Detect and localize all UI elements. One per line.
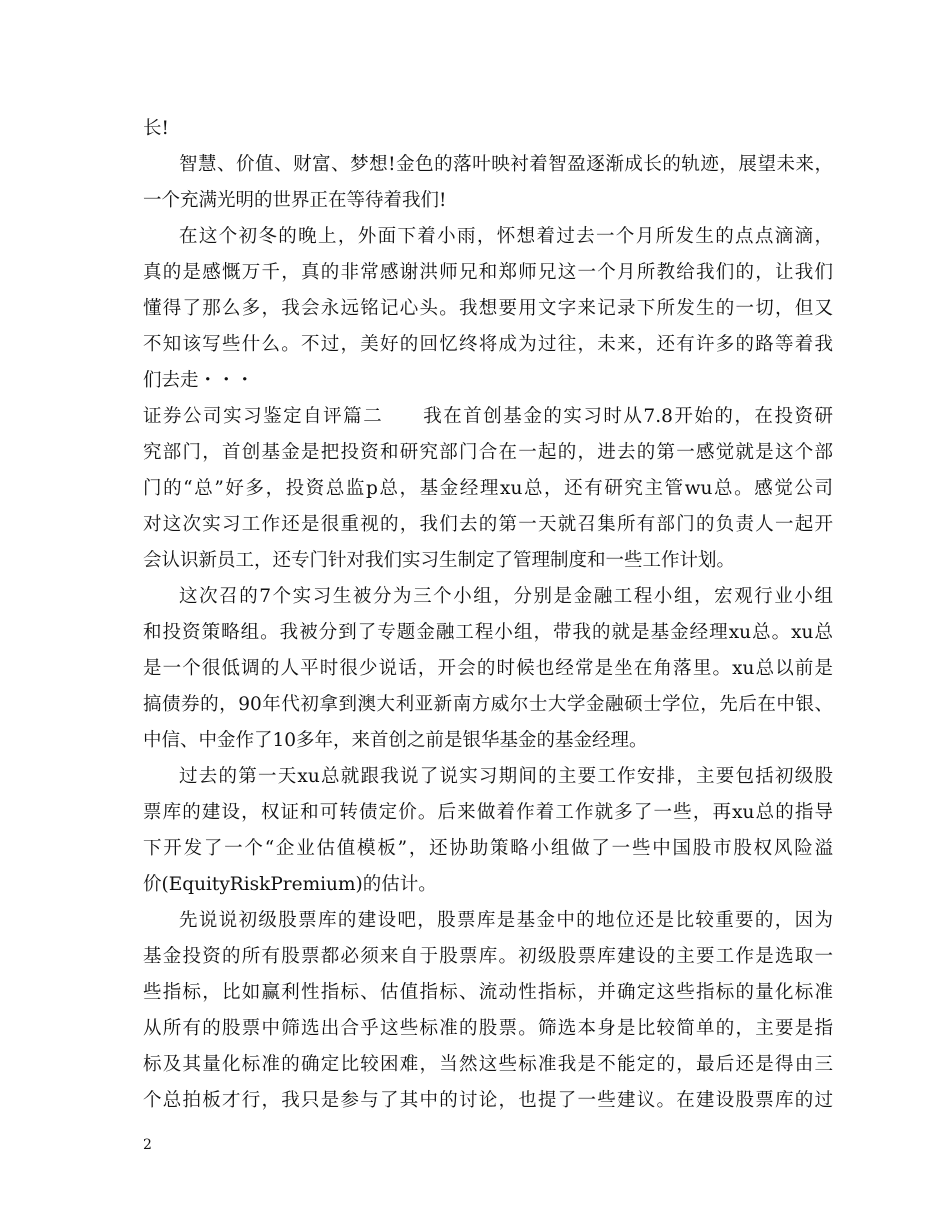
text-line: 中信、中金作了10多年，来首创之前是银华基金的基金经理。 bbox=[143, 730, 648, 751]
text-line: 从所有的股票中筛选出合乎这些标准的股票。筛选本身是比较简单的，主要是指 bbox=[143, 1018, 833, 1039]
text-line: 和投资策略组。我被分到了专题金融工程小组，带我的就是基金经理xu总。xu总 bbox=[143, 622, 833, 643]
text-line: 票库的建设，权证和可转债定价。后来做着作着工作就多了一些，再xu总的指导 bbox=[143, 802, 833, 823]
paragraph-first-line: 智慧、价值、财富、梦想!金色的落叶映衬着智盈逐渐成长的轨迹，展望未来， bbox=[179, 154, 833, 175]
text-line: 真的是感慨万千，真的非常感谢洪师兄和郑师兄这一个月所教给我们的，让我们 bbox=[143, 262, 833, 283]
text-line: 究部门，首创基金是把投资和研究部门合在一起的，进去的第一感觉就是这个部 bbox=[143, 442, 833, 463]
text-line: 基金投资的所有股票都必须来自于股票库。初级股票库建设的主要工作是选取一 bbox=[143, 946, 833, 967]
text-line: 对这次实习工作还是很重视的，我们去的第一天就召集所有部门的负责人一起开 bbox=[143, 514, 833, 535]
text-line: 不知该写些什么。不过，美好的回忆终将成为过往，未来，还有许多的路等着我 bbox=[143, 334, 833, 355]
text-line: 搞债券的，90年代初拿到澳大利亚新南方威尔士大学金融硕士学位，先后在中银、 bbox=[143, 694, 833, 715]
paragraph-first-line: 过去的第一天xu总就跟我说了说实习期间的主要工作安排，主要包括初级股 bbox=[179, 766, 833, 787]
text-line: 一个充满光明的世界正在等待着我们! bbox=[143, 190, 447, 211]
page-number: 2 bbox=[143, 1137, 152, 1153]
text-line: 个总拍板才行，我只是参与了其中的讨论，也提了一些建议。在建设股票库的过 bbox=[143, 1090, 833, 1111]
text-line: 们去走・・・ bbox=[143, 370, 255, 391]
text-line: 下开发了一个“企业估值模板”，还协助策略小组做了一些中国股市股权风险溢 bbox=[143, 838, 833, 859]
text-line: 价(EquityRiskPremium)的估计。 bbox=[143, 874, 437, 895]
text-line: 懂得了那么多，我会永远铭记心头。我想要用文字来记录下所发生的一切，但又 bbox=[143, 298, 833, 319]
text-line: 会认识新员工，还专门针对我们实习生制定了管理制度和一些工作计划。 bbox=[143, 550, 736, 571]
text-line: 标及其量化标准的确定比较困难，当然这些标准我是不能定的，最后还是得由三 bbox=[143, 1054, 833, 1075]
text-line: 是一个很低调的人平时很少说话，开会的时候也经常是坐在角落里。xu总以前是 bbox=[143, 658, 833, 679]
paragraph-first-line: 这次召的7个实习生被分为三个小组，分别是金融工程小组，宏观行业小组 bbox=[179, 586, 833, 607]
text-line: 长! bbox=[143, 118, 169, 139]
paragraph-first-line: 在这个初冬的晚上，外面下着小雨，怀想着过去一个月所发生的点点滴滴， bbox=[179, 226, 833, 247]
section-heading-line: 证券公司实习鉴定自评篇二 我在首创基金的实习时从7.8开始的，在投资研 bbox=[143, 406, 833, 427]
paragraph-first-line: 先说说初级股票库的建设吧，股票库是基金中的地位还是比较重要的，因为 bbox=[179, 910, 833, 931]
text-line: 些指标，比如赢利性指标、估值指标、流动性指标，并确定这些指标的量化标准 bbox=[143, 982, 833, 1003]
text-line: 门的“总”好多，投资总监p总，基金经理xu总，还有研究主管wu总。感觉公司 bbox=[143, 478, 833, 499]
